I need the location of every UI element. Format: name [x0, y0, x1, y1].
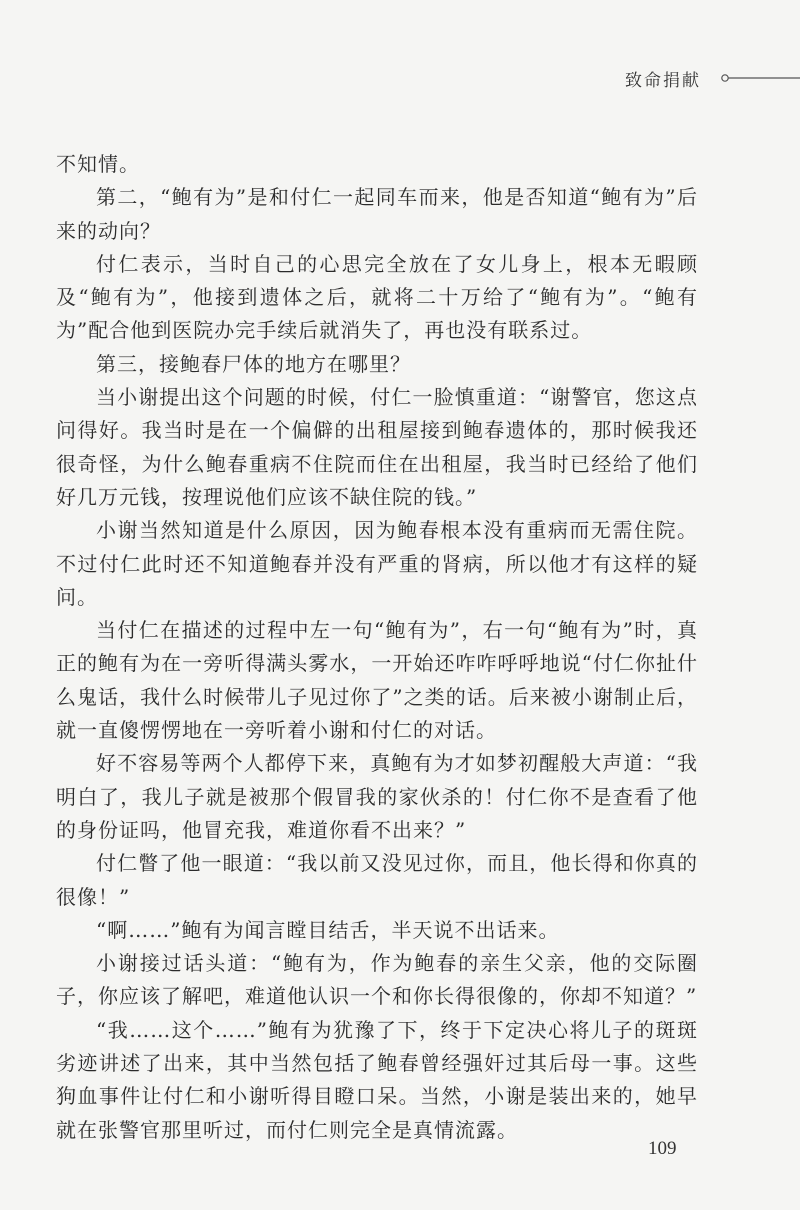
header-rule-ornament: [720, 68, 800, 88]
paragraph: 付仁表示，当时自己的心思完全放在了女儿身上，根本无暇顾及“鲍有为”，他接到遗体之后，就将二十万给了“鲍有为”。“鲍有为”配合他到医院办完手续后就消失了，再也没有联系过。: [56, 251, 698, 343]
paragraph: “啊……”鲍有为闻言瞠目结舌，半天说不出话来。: [96, 917, 560, 942]
paragraph: 第二，“鲍有为”是和付仁一起同车而来，他是否知道“鲍有为”后来的动向？: [56, 185, 698, 243]
running-header-title: 致命捐献: [625, 71, 701, 91]
paragraph: 不知情。: [56, 152, 140, 176]
page-number: 109: [648, 1138, 677, 1159]
paragraph: 小谢接过话头道：“鲍有为，作为鲍春的亲生父亲，他的交际圈子，你应该了解吧，难道他认识一个和你长得很像的，你却不知道？”: [56, 951, 698, 1009]
paragraph: 付仁瞥了他一眼道：“我以前又没见过你，而且，他长得和你真的很像！”: [56, 851, 698, 909]
paragraph: 小谢当然知道是什么原因，因为鲍春根本没有重病而无需住院。不过付仁此时还不知道鲍春并没有严重的肾病，所以他才有这样的疑问。: [56, 518, 698, 609]
running-header: [0, 62, 800, 92]
body-text: [56, 148, 698, 1147]
paragraph: 当小谢提出这个问题的时候，付仁一脸慎重道：“谢警官，您这点问得好。我当时是在一个偏僻的出租屋接到鲍春遗体的，那时候我还很奇怪，为什么鲍春重病不住院而住在出租屋，我当时已经给了他们好几万元钱，按理说他们应该不缺住院的钱。”: [56, 385, 698, 509]
paragraph: 好不容易等两个人都停下来，真鲍有为才如梦初醒般大声道：“我明白了，我儿子就是被那个假冒我的家伙杀的！付仁你不是查看了他的身份证吗，他冒充我，难道你看不出来？”: [56, 751, 698, 842]
paragraph: “我……这个……”鲍有为犹豫了下，终于下定决心将儿子的斑斑劣迹讲述了出来，其中当然包括了鲍春曾经强奸过其后母一事。这些狗血事件让付仁和小谢听得目瞪口呆。当然，小谢是装出来的，她早就在张警官那里听过，而付仁则完全是真情流露。: [56, 1017, 698, 1142]
paragraph: 第三，接鲍春尸体的地方在哪里？: [96, 351, 411, 376]
paragraph: 当付仁在描述的过程中左一句“鲍有为”，右一句“鲍有为”时，真正的鲍有为在一旁听得满头雾水，一开始还咋咋呼呼地说“付仁你扯什么鬼话，我什么时候带儿子见过你了”之类的话。后来被小谢制止后，就一直傻愣愣地在一旁听着小谢和付仁的对话。: [56, 618, 698, 743]
